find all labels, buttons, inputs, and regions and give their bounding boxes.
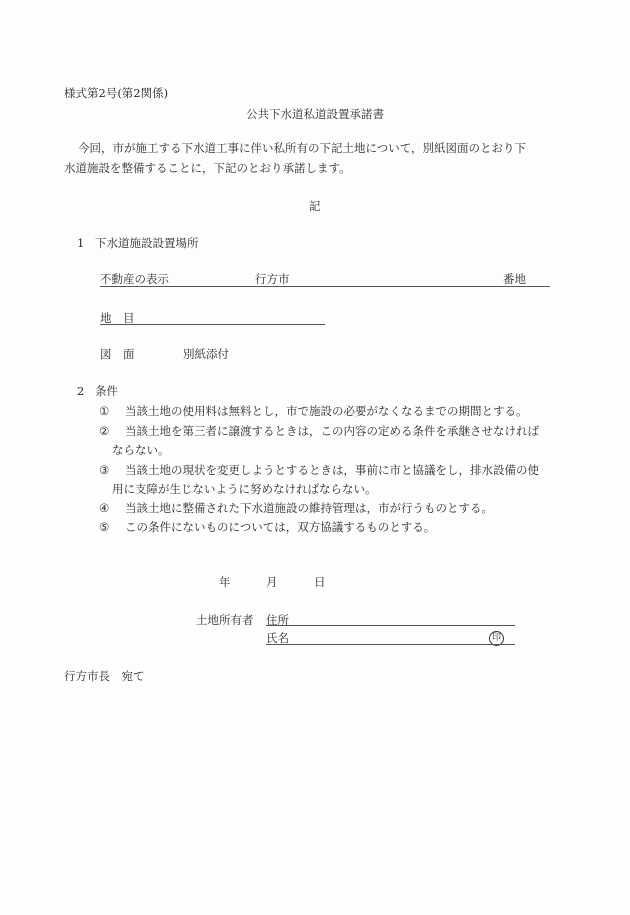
condition-3-mark: ③	[99, 463, 110, 477]
condition-4-text: 当該土地に整備された下水道施設の維持管理は，市が行うものとする。	[125, 501, 493, 515]
section2-number: 2	[77, 384, 85, 398]
seal-mark: 印	[489, 631, 504, 646]
property-label: 不動産の表示	[100, 272, 169, 286]
intro-text-line-2: 水道施設を整備することに，下記のとおり承諾します。	[64, 161, 351, 175]
form-number: 様式第2号(第2関係)	[64, 86, 169, 100]
intro-text-line-1: 今回，市が施工する下水道工事に伴い私所有の下記土地について，別紙図面のとおり下	[78, 141, 527, 155]
condition-2-text: 当該土地を第三者に譲渡するときは，この内容の定める条件を承継させなければ	[125, 424, 539, 438]
property-city: 行方市	[255, 272, 290, 286]
condition-1-mark: ①	[99, 404, 110, 418]
date-day: 日	[314, 575, 326, 589]
date-month: 月	[266, 575, 278, 589]
document-title: 公共下水道私道設置承諾書	[246, 107, 384, 121]
ki-heading: 記	[309, 199, 321, 213]
zumen-label: 図 面	[100, 347, 135, 361]
owner-name-label: 氏名	[266, 631, 289, 645]
chimoku-underline	[100, 324, 325, 325]
owner-address-label: 住所	[266, 613, 289, 627]
date-year: 年	[219, 575, 231, 589]
condition-5-text: この条件にないものについては，双方協議するものとする。	[125, 520, 436, 534]
owner-name-underline	[266, 644, 515, 645]
owner-label: 土地所有者	[196, 613, 254, 627]
section2-heading: 条件	[95, 384, 118, 398]
condition-5-mark: ⑤	[99, 520, 110, 534]
condition-2-text-cont: ならない。	[112, 443, 170, 457]
addressee: 行方市長 宛て	[64, 669, 145, 683]
property-underline	[100, 286, 550, 287]
property-banchi: 番地	[503, 272, 526, 286]
section1-number: 1	[77, 236, 85, 250]
condition-3-text: 当該土地の現状を変更しようとするときは，事前に市と協議をし，排水設備の使	[125, 463, 539, 477]
chimoku-label: 地 目	[100, 311, 135, 325]
condition-1-text: 当該土地の使用料は無料とし，市で施設の必要がなくなるまでの期間とする。	[125, 404, 528, 418]
zumen-value: 別紙添付	[183, 347, 229, 361]
condition-3-text-cont: 用に支障が生じないように努めなければならない。	[112, 482, 377, 496]
owner-address-underline	[266, 625, 515, 626]
section1-heading: 下水道施設設置場所	[95, 236, 199, 250]
condition-4-mark: ④	[99, 501, 110, 515]
condition-2-mark: ②	[99, 424, 110, 438]
